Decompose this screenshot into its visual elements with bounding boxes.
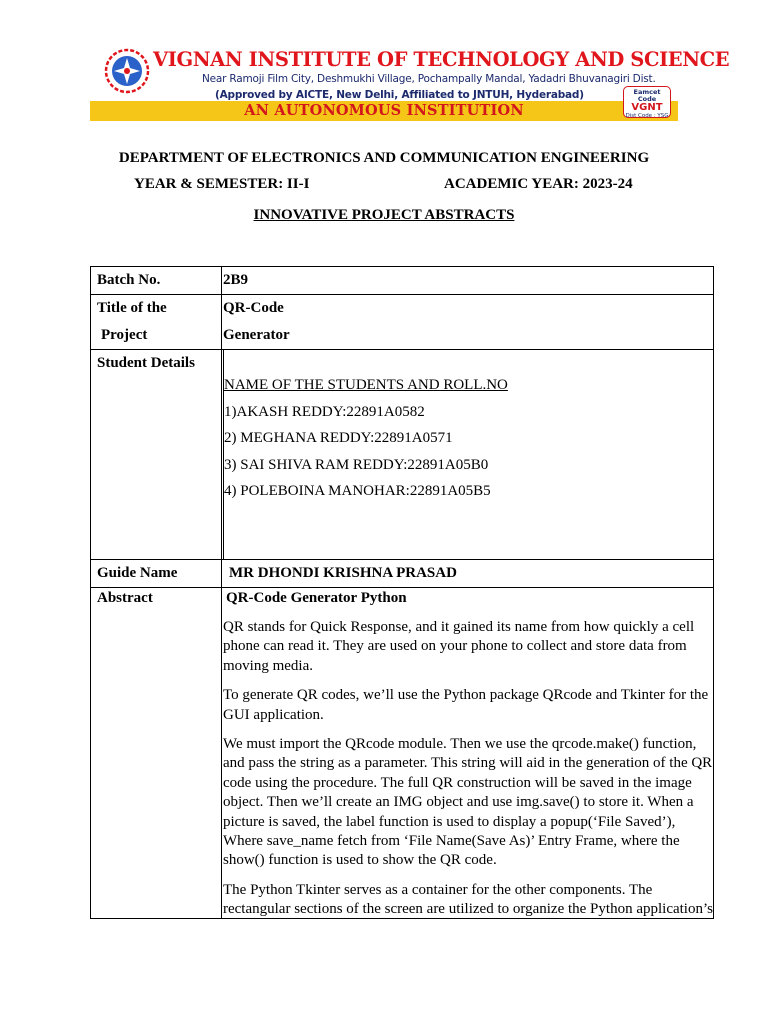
batch-value: 2B9	[222, 267, 714, 295]
student-item: 4) POLEBOINA MANOHAR:22891A05B5	[224, 483, 491, 499]
abstract-table	[90, 266, 714, 919]
department-title: DEPARTMENT OF ELECTRONICS AND COMMUNICATION ENGINEERING	[118, 150, 650, 166]
title-label-line2: Project	[101, 327, 148, 343]
student-item: 2) MEGHANA REDDY:22891A0571	[224, 430, 453, 446]
batch-label: Batch No.	[91, 267, 222, 295]
eamcet-badge	[623, 86, 671, 118]
student-item: 3) SAI SHIVA RAM REDDY:22891A05B0	[224, 456, 489, 473]
eamcet-dist-code: Dist Code : YSG	[625, 113, 669, 119]
abstract-paragraph: QR stands for Quick Response, and it gained its name from how quickly a cell phone can read it. They are used on your phone to collect and store data from moving media.	[223, 619, 695, 674]
table-row	[91, 588, 714, 919]
autonomous-label: AN AUTONOMOUS INSTITUTION	[244, 102, 524, 119]
title-value-line2: Generator	[223, 327, 290, 343]
abstract-label: Abstract	[91, 588, 222, 919]
year-semester: YEAR & SEMESTER: II-I	[134, 176, 310, 192]
document-heading: INNOVATIVE PROJECT ABSTRACTS	[253, 207, 515, 223]
guide-value: MR DHONDI KRISHNA PRASAD	[222, 560, 714, 588]
institute-address: Near Ramoji Film City, Deshmukhi Village, Pochampally Mandal, Yadadri Bhuvanagiri Dist.	[202, 73, 656, 85]
abstract-title: QR-Code Generator Python	[226, 590, 407, 606]
eamcet-label: Eamcet Code	[633, 88, 661, 103]
student-details	[223, 350, 713, 559]
institute-name: VIGNAN INSTITUTE OF TECHNOLOGY AND SCIENCE	[153, 48, 730, 71]
institute-logo	[104, 48, 150, 94]
institute-approval: (Approved by AICTE, New Delhi, Affiliated to JNTUH, Hyderabad)	[215, 89, 584, 101]
academic-year: ACADEMIC YEAR: 2023-24	[444, 176, 633, 192]
table-row	[91, 350, 714, 560]
abstract-paragraph: We must import the QRcode module. Then we use the qrcode.make() function, and pass the string as a parameter. This string will aid in the generation of the QR code using the procedure. The full QR construction will be saved in the image object. Then we’ll create an IMG object and use img.save() to store it. When a picture is saved, the label function is used to display a popup(‘File Saved’), Where save_name fetch from ‘File Name(Save As)’ Entry Frame, where the show() function is used to show the QR code.	[223, 736, 713, 869]
title-value-line1: QR-Code	[223, 300, 284, 316]
institute-banner	[90, 46, 730, 122]
eamcet-code: VGNT	[631, 102, 663, 113]
abstract-paragraph: The Python Tkinter serves as a container for the other components. The rectangular sections of the screen are utilized to organize the Python application’s	[223, 881, 713, 918]
student-item: 1)AKASH REDDY:22891A0582	[224, 403, 425, 420]
table-row	[91, 295, 714, 350]
title-label-cell	[91, 295, 222, 350]
guide-label: Guide Name	[91, 560, 222, 588]
abstract-content	[223, 588, 713, 918]
table-row	[91, 267, 714, 295]
table-row	[91, 560, 714, 588]
abstract-paragraph: To generate QR codes, we’ll use the Python package QRcode and Tkinter for the GUI application.	[223, 687, 709, 723]
student-details-cell	[222, 350, 714, 560]
title-label-line1: Title of the	[97, 300, 167, 316]
title-value-cell	[222, 295, 714, 350]
abstract-cell	[222, 588, 714, 919]
students-heading: NAME OF THE STUDENTS AND ROLL.NO	[224, 377, 508, 393]
student-label: Student Details	[91, 350, 222, 560]
